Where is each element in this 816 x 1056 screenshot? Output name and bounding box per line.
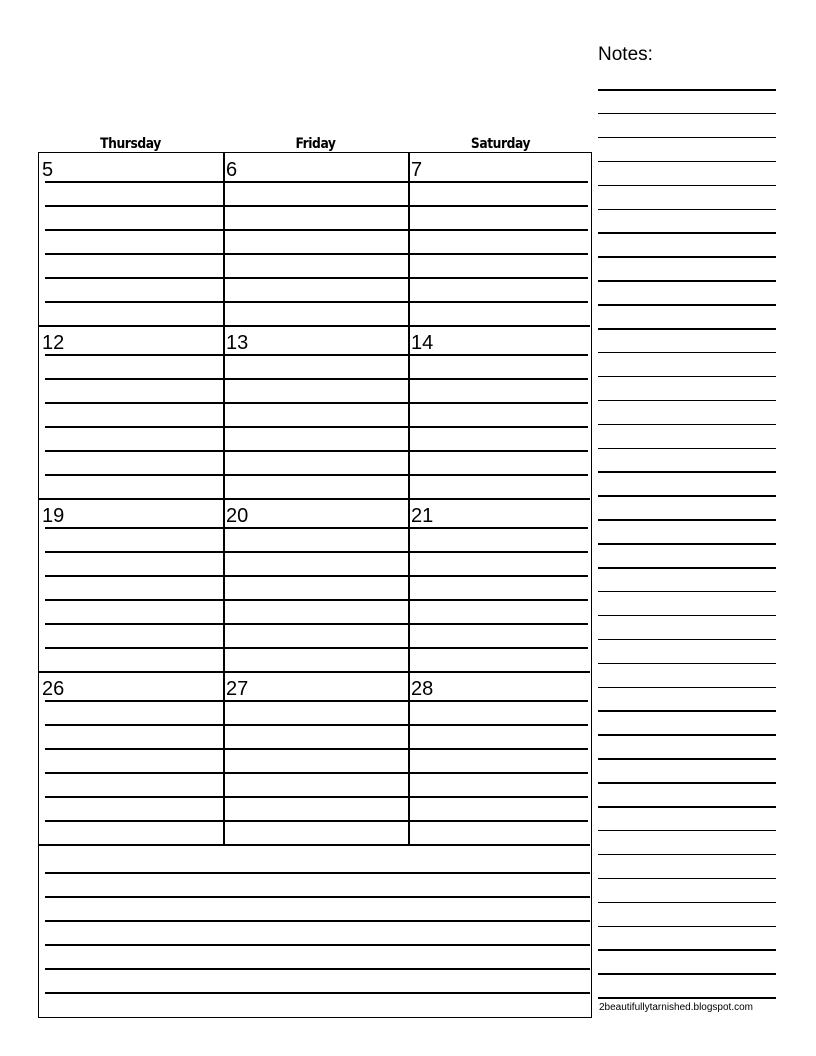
notes-line[interactable] (598, 902, 776, 904)
notes-line[interactable] (598, 663, 776, 665)
writing-line[interactable] (45, 301, 223, 303)
notes-line[interactable] (598, 185, 776, 187)
footer-credit: 2beautifullytarnished.blogspot.com (599, 1002, 753, 1013)
bottom-writing-line[interactable] (45, 920, 590, 922)
notes-line[interactable] (598, 376, 776, 378)
notes-line[interactable] (598, 782, 776, 784)
writing-line[interactable] (409, 748, 588, 750)
notes-line[interactable] (598, 448, 776, 450)
week-separator (39, 325, 590, 327)
writing-line[interactable] (409, 450, 588, 452)
writing-line[interactable] (45, 527, 223, 529)
notes-line[interactable] (598, 615, 776, 617)
writing-line[interactable] (409, 426, 588, 428)
writing-line[interactable] (224, 450, 408, 452)
day-number: 12 (42, 332, 65, 354)
writing-line[interactable] (45, 229, 223, 231)
notes-title: Notes: (598, 44, 653, 65)
week-separator (39, 844, 590, 846)
notes-line[interactable] (598, 997, 776, 999)
writing-line[interactable] (45, 748, 223, 750)
writing-line[interactable] (45, 820, 223, 822)
writing-line[interactable] (45, 474, 223, 476)
notes-line[interactable] (598, 543, 776, 545)
notes-line[interactable] (598, 113, 776, 115)
writing-line[interactable] (224, 748, 408, 750)
notes-line[interactable] (598, 304, 776, 306)
day-number: 26 (42, 678, 65, 700)
notes-line[interactable] (598, 734, 776, 736)
week-separator (39, 498, 590, 500)
writing-line[interactable] (224, 181, 408, 183)
writing-line[interactable] (224, 474, 408, 476)
writing-line[interactable] (224, 551, 408, 553)
writing-line[interactable] (224, 820, 408, 822)
writing-line[interactable] (409, 700, 588, 702)
writing-line[interactable] (45, 253, 223, 255)
writing-line[interactable] (45, 796, 223, 798)
writing-line[interactable] (409, 253, 588, 255)
notes-line[interactable] (598, 137, 776, 139)
writing-line[interactable] (409, 796, 588, 798)
writing-line[interactable] (409, 402, 588, 404)
day-header-thursday: Thursday (100, 136, 161, 152)
notes-line[interactable] (598, 567, 776, 569)
notes-line[interactable] (598, 519, 776, 521)
notes-line[interactable] (598, 280, 776, 282)
notes-line[interactable] (598, 424, 776, 426)
notes-line[interactable] (598, 758, 776, 760)
writing-line[interactable] (45, 378, 223, 380)
notes-line[interactable] (598, 495, 776, 497)
notes-line[interactable] (598, 926, 776, 928)
day-number: 20 (226, 505, 249, 527)
writing-line[interactable] (224, 205, 408, 207)
writing-line[interactable] (409, 551, 588, 553)
notes-line[interactable] (598, 161, 776, 163)
writing-line[interactable] (45, 551, 223, 553)
writing-line[interactable] (409, 301, 588, 303)
writing-line[interactable] (45, 647, 223, 649)
writing-line[interactable] (45, 450, 223, 452)
day-number: 7 (411, 159, 423, 181)
writing-line[interactable] (409, 229, 588, 231)
bottom-writing-line[interactable] (45, 896, 590, 898)
writing-line[interactable] (224, 426, 408, 428)
writing-line[interactable] (224, 724, 408, 726)
notes-line[interactable] (598, 400, 776, 402)
notes-line[interactable] (598, 973, 776, 975)
day-number: 5 (42, 159, 54, 181)
notes-line[interactable] (598, 710, 776, 712)
bottom-writing-line[interactable] (45, 968, 590, 970)
writing-line[interactable] (409, 575, 588, 577)
notes-line[interactable] (598, 471, 776, 473)
calendar-grid (38, 152, 592, 1018)
notes-line[interactable] (598, 949, 776, 951)
day-number: 14 (411, 332, 434, 354)
writing-line[interactable] (45, 724, 223, 726)
notes-line[interactable] (598, 328, 776, 330)
notes-line[interactable] (598, 352, 776, 354)
writing-line[interactable] (45, 575, 223, 577)
writing-line[interactable] (224, 575, 408, 577)
writing-line[interactable] (45, 623, 223, 625)
day-number: 6 (226, 159, 238, 181)
day-number: 28 (411, 678, 434, 700)
day-number: 13 (226, 332, 249, 354)
writing-line[interactable] (409, 474, 588, 476)
writing-line[interactable] (409, 820, 588, 822)
bottom-writing-line[interactable] (45, 992, 590, 994)
day-number: 21 (411, 505, 434, 527)
writing-line[interactable] (45, 205, 223, 207)
writing-line[interactable] (45, 402, 223, 404)
bottom-writing-line[interactable] (45, 872, 590, 874)
day-header-friday: Friday (295, 136, 336, 152)
notes-line[interactable] (598, 830, 776, 832)
notes-line[interactable] (598, 854, 776, 856)
bottom-writing-line[interactable] (45, 944, 590, 946)
week-separator (39, 671, 590, 673)
writing-line[interactable] (409, 527, 588, 529)
writing-line[interactable] (224, 700, 408, 702)
writing-line[interactable] (224, 253, 408, 255)
writing-line[interactable] (224, 354, 408, 356)
writing-line[interactable] (45, 599, 223, 601)
notes-line[interactable] (598, 591, 776, 593)
writing-line[interactable] (224, 229, 408, 231)
notes-line[interactable] (598, 878, 776, 880)
writing-line[interactable] (409, 647, 588, 649)
notes-line[interactable] (598, 89, 776, 91)
writing-line[interactable] (409, 623, 588, 625)
day-number: 27 (226, 678, 249, 700)
writing-line[interactable] (409, 181, 588, 183)
writing-line[interactable] (409, 599, 588, 601)
day-number: 19 (42, 505, 65, 527)
notes-line[interactable] (598, 232, 776, 234)
writing-line[interactable] (409, 354, 588, 356)
notes-line[interactable] (598, 687, 776, 689)
writing-line[interactable] (224, 301, 408, 303)
writing-line[interactable] (45, 426, 223, 428)
writing-line[interactable] (409, 277, 588, 279)
writing-line[interactable] (224, 647, 408, 649)
writing-line[interactable] (224, 402, 408, 404)
writing-line[interactable] (224, 796, 408, 798)
writing-line[interactable] (224, 599, 408, 601)
writing-line[interactable] (409, 772, 588, 774)
notes-line[interactable] (598, 256, 776, 258)
writing-line[interactable] (224, 772, 408, 774)
writing-line[interactable] (409, 205, 588, 207)
writing-line[interactable] (409, 378, 588, 380)
writing-line[interactable] (45, 700, 223, 702)
writing-line[interactable] (45, 772, 223, 774)
writing-line[interactable] (224, 378, 408, 380)
writing-line[interactable] (224, 527, 408, 529)
writing-line[interactable] (45, 277, 223, 279)
notes-line[interactable] (598, 209, 776, 211)
writing-line[interactable] (224, 623, 408, 625)
writing-line[interactable] (45, 181, 223, 183)
writing-line[interactable] (409, 724, 588, 726)
notes-line[interactable] (598, 806, 776, 808)
notes-line[interactable] (598, 639, 776, 641)
writing-line[interactable] (45, 354, 223, 356)
day-header-saturday: Saturday (470, 136, 531, 152)
writing-line[interactable] (224, 277, 408, 279)
